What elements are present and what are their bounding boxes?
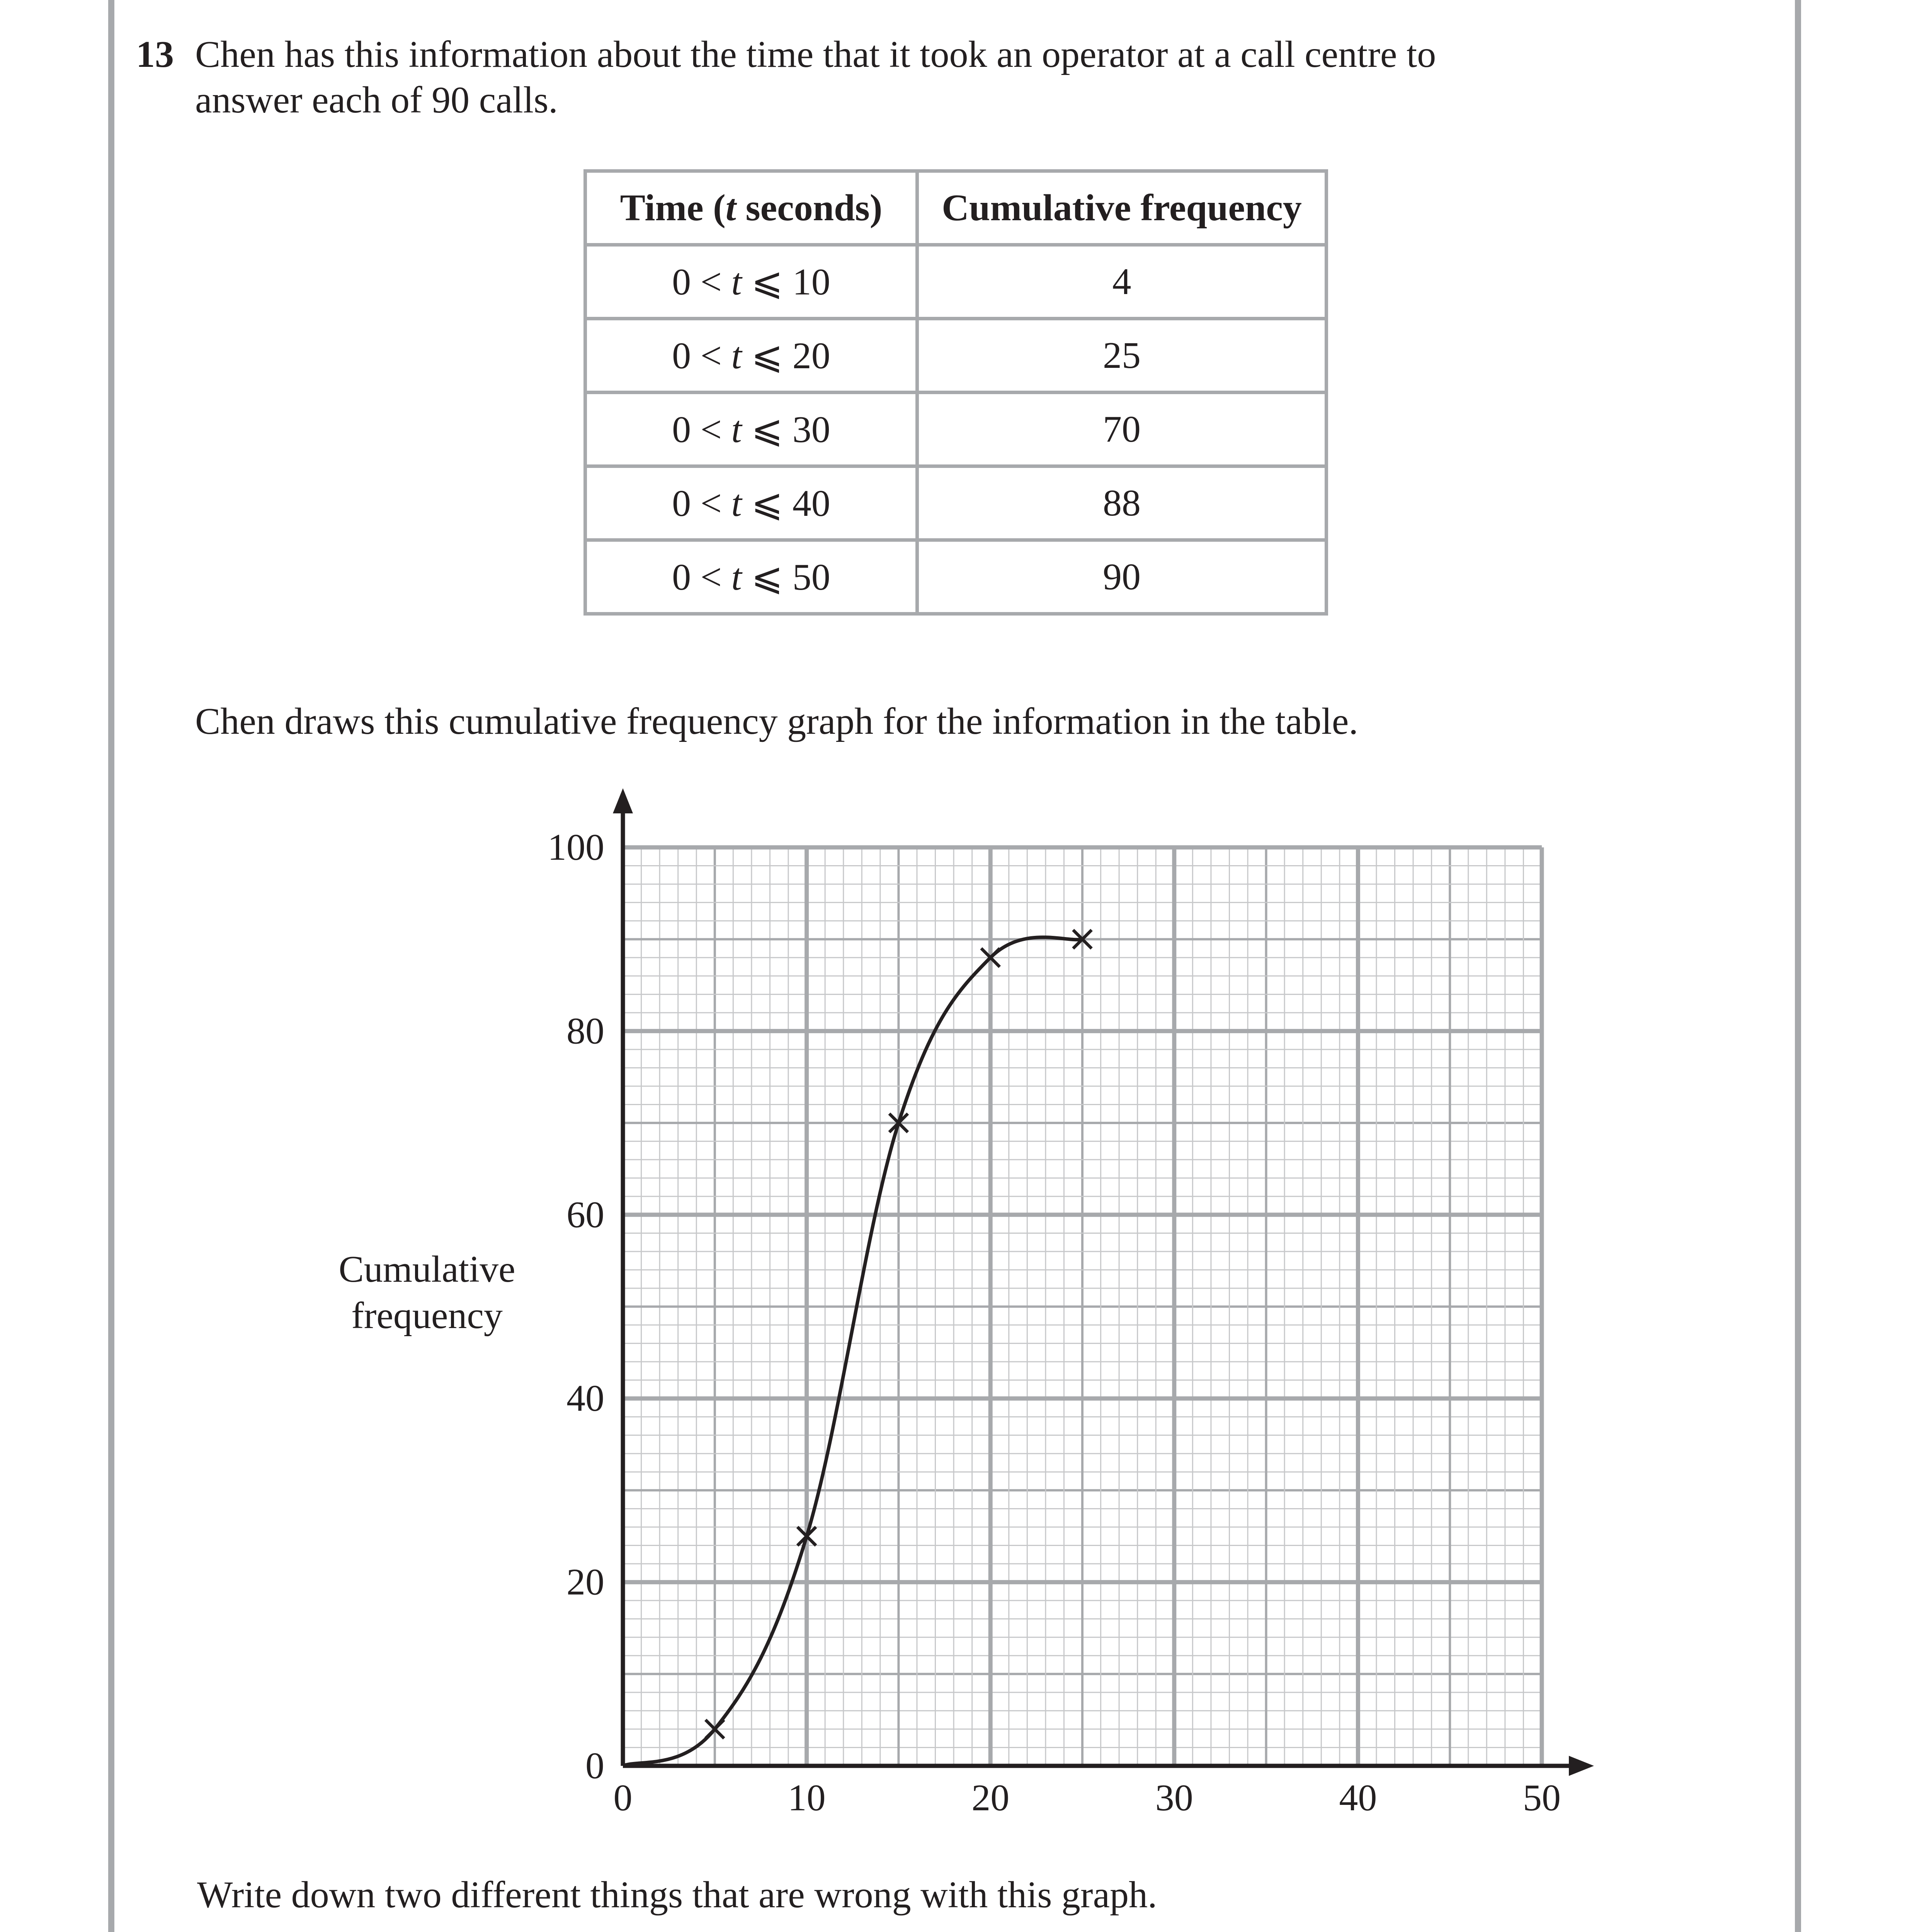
axes (613, 788, 1594, 1776)
graph-intro: Chen draws this cumulative frequency graph for the information in the table. (195, 701, 1358, 742)
interval-var: t (731, 409, 742, 451)
interval-var: t (731, 556, 742, 598)
cf-cell: 90 (917, 540, 1327, 614)
x-tick-label: 40 (1339, 1777, 1377, 1819)
x-tick-label: 0 (613, 1777, 633, 1819)
y-tick-label: 80 (566, 1010, 604, 1052)
cf-cell: 4 (917, 245, 1327, 319)
interval-pre: 0 < (672, 409, 731, 451)
interval-var: t (731, 335, 742, 377)
cf-cell: 70 (917, 393, 1327, 466)
time-header-var: t (725, 187, 736, 229)
interval-post: ⩽ 20 (742, 335, 830, 377)
interval-pre: 0 < (672, 335, 731, 377)
y-axis-arrow (613, 788, 633, 813)
question-intro-line2: answer each of 90 calls. (195, 79, 558, 121)
interval-post: ⩽ 50 (742, 556, 830, 598)
series-curve (623, 937, 1082, 1766)
y-tick-label: 60 (566, 1194, 604, 1236)
x-tick-label: 30 (1155, 1777, 1193, 1819)
question-number: 13 (136, 34, 174, 75)
y-tick-label: 40 (566, 1378, 604, 1420)
interval-post: ⩽ 30 (742, 409, 830, 451)
y-tick-label: 0 (585, 1745, 604, 1787)
y-axis-label-line2: frequency (351, 1295, 503, 1337)
interval-pre: 0 < (672, 261, 731, 303)
x-tick-label: 20 (971, 1777, 1010, 1819)
tick-labels (548, 827, 1561, 1819)
interval-post: ⩽ 40 (742, 483, 830, 524)
cf-column-header: Cumulative frequency (917, 171, 1327, 245)
time-header-post: seconds) (736, 187, 883, 229)
y-axis-label-line1: Cumulative (338, 1248, 515, 1290)
grid-minor (623, 847, 1542, 1766)
interval-var: t (731, 261, 742, 303)
time-header-pre: Time ( (620, 187, 726, 229)
question-intro-line1: Chen has this information about the time that it took an operator at a call centre to (195, 34, 1436, 75)
y-tick-label: 20 (566, 1561, 604, 1603)
cf-cell: 88 (917, 466, 1327, 540)
task-text: Write down two different things that are wrong with this graph. (197, 1874, 1157, 1916)
x-tick-label: 10 (788, 1777, 826, 1819)
interval-post: ⩽ 10 (742, 261, 830, 303)
x-axis-arrow (1569, 1756, 1594, 1776)
cf-cell: 25 (917, 319, 1327, 393)
interval-pre: 0 < (672, 556, 731, 598)
plot-series (623, 930, 1092, 1766)
interval-var: t (731, 483, 742, 524)
x-tick-label: 50 (1523, 1777, 1561, 1819)
y-tick-label: 100 (548, 827, 604, 868)
interval-pre: 0 < (672, 483, 731, 524)
